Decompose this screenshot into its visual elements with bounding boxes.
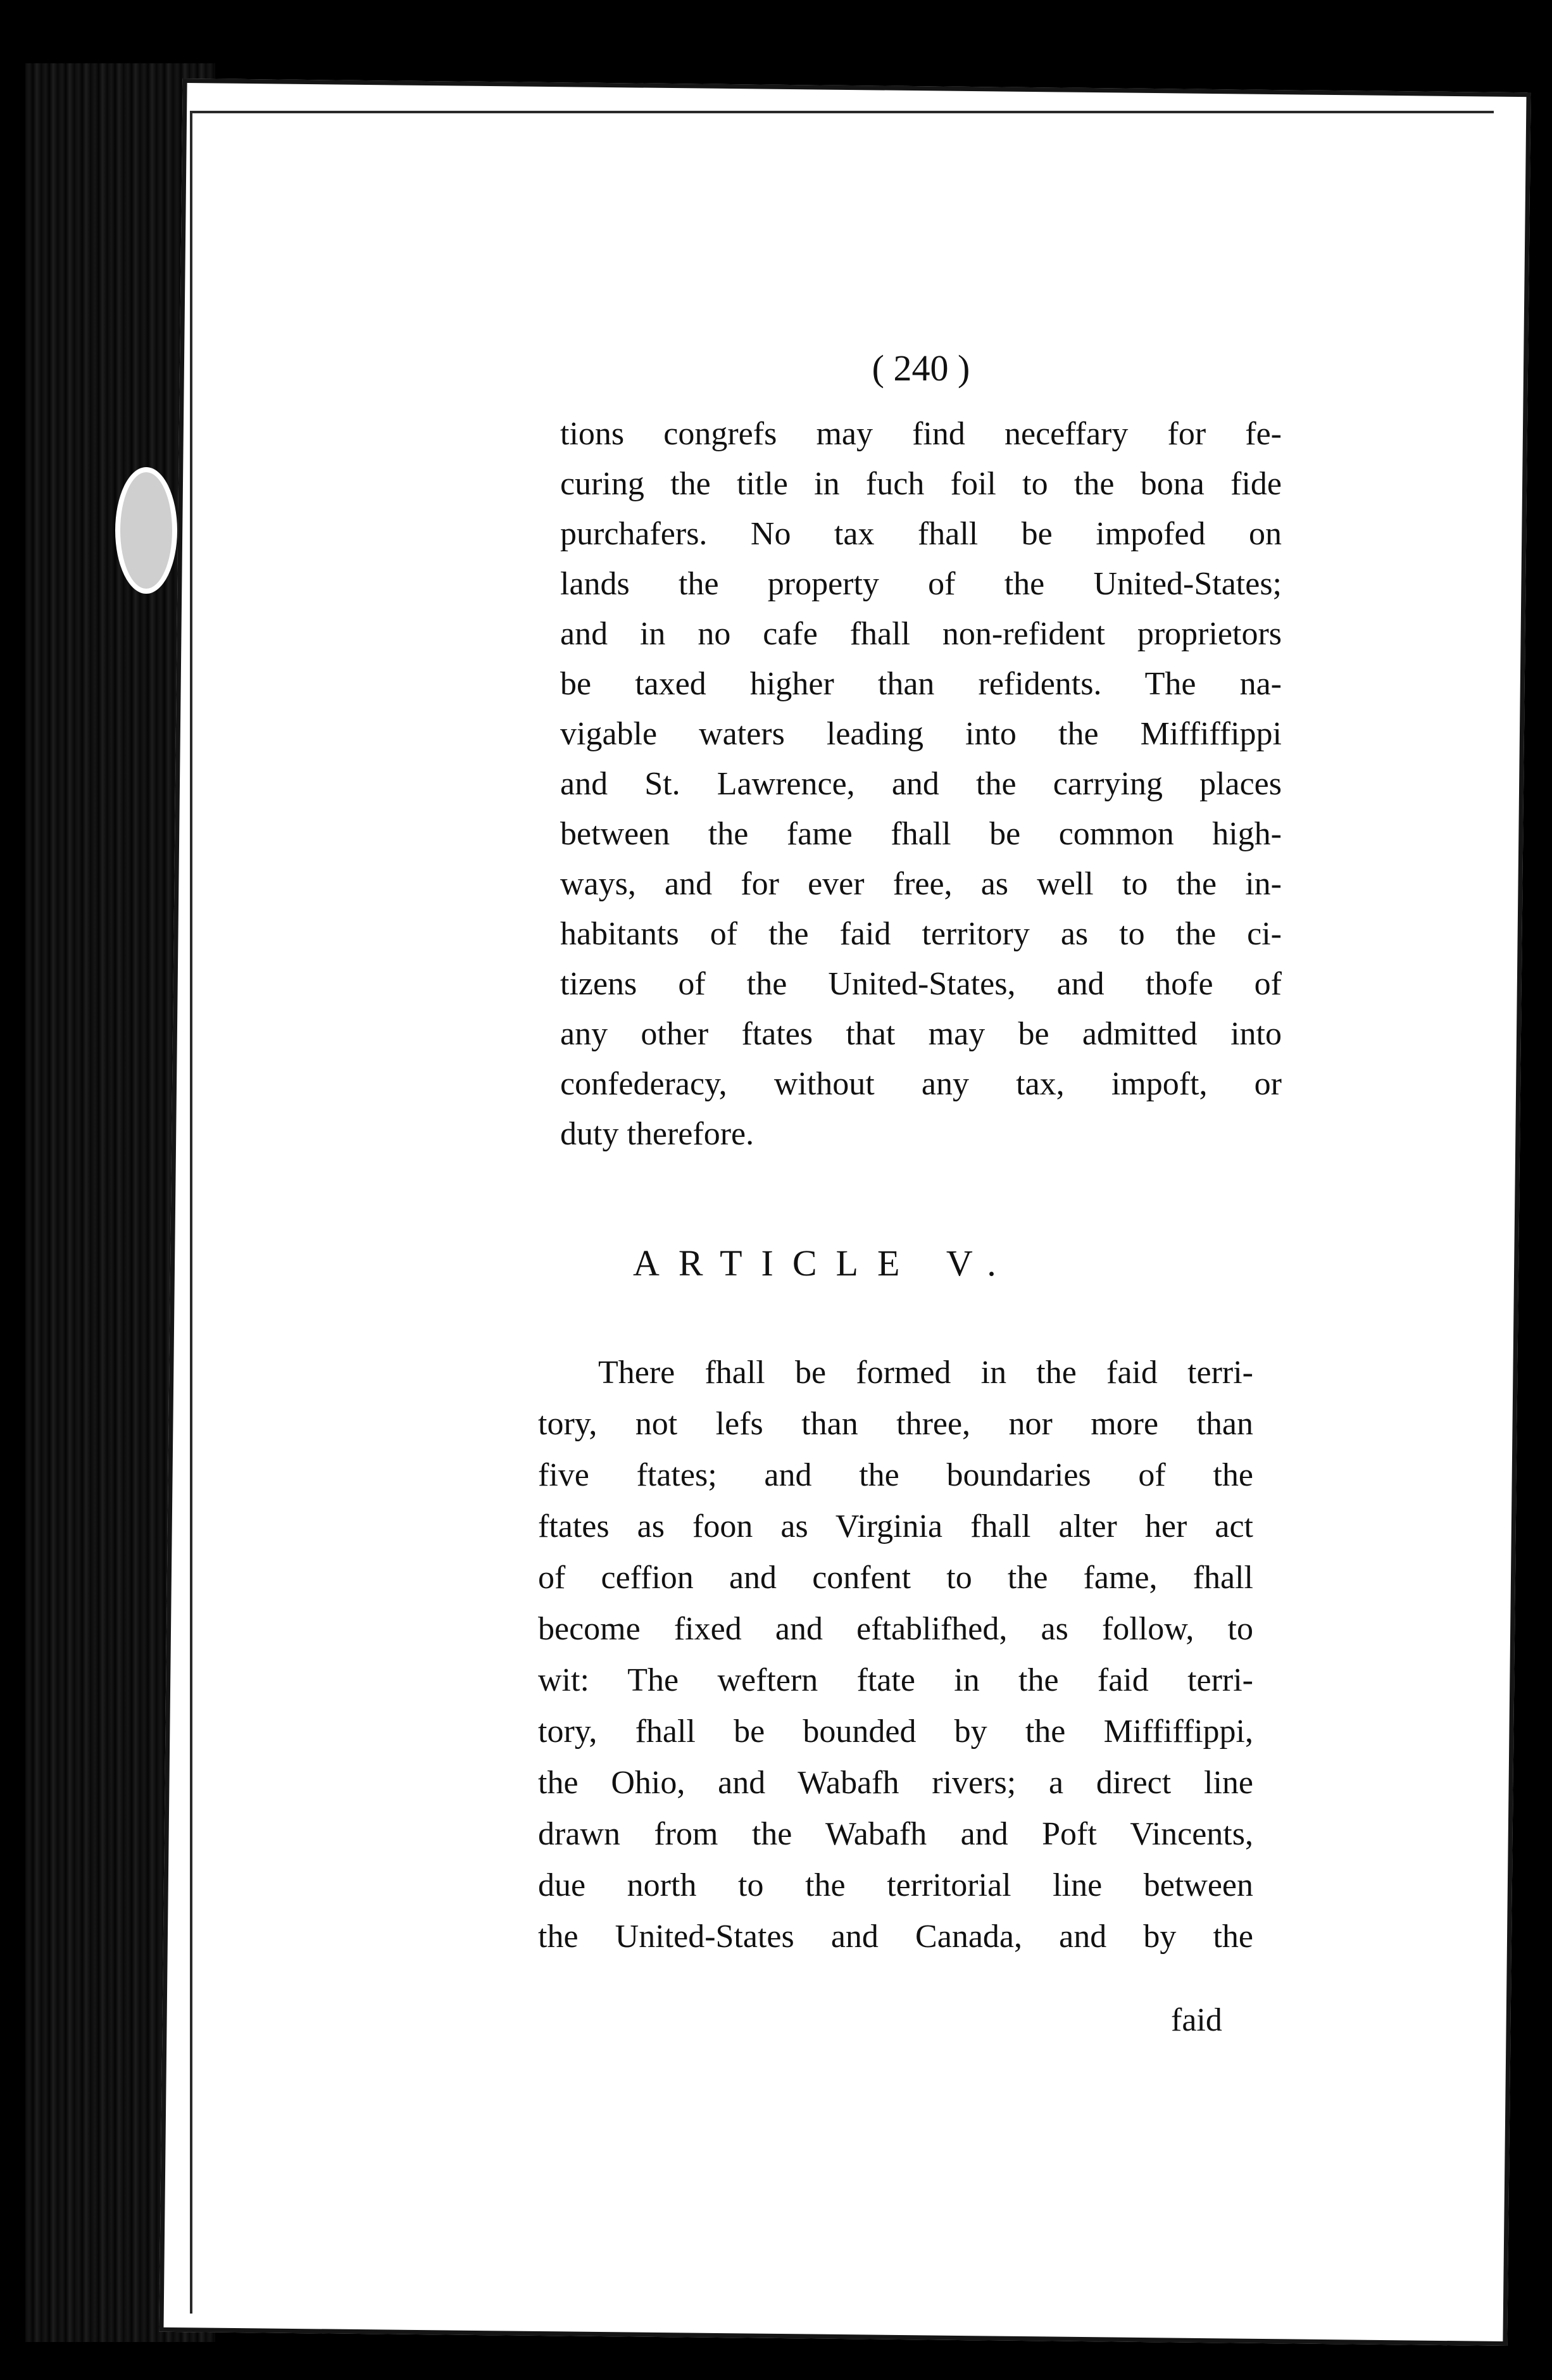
text-line: of ceffion and confent to the fame, fhall bbox=[538, 1560, 1253, 1596]
page-number: ( 240 ) bbox=[872, 348, 970, 389]
text-line: duty therefore. bbox=[560, 1116, 754, 1152]
text-line: confederacy, without any tax, impoft, or bbox=[560, 1066, 1282, 1102]
text-line: wit: The weftern ftate in the faid terri- bbox=[538, 1662, 1253, 1698]
text-line: the Ohio, and Wabafh rivers; a direct line bbox=[538, 1765, 1253, 1801]
text-line: tory, fhall be bounded by the Miffiffippi, bbox=[538, 1713, 1253, 1750]
text-line: and St. Lawrence, and the carrying places bbox=[560, 766, 1282, 802]
text-line: lands the property of the United-States; bbox=[560, 566, 1282, 602]
text-line: ftates as foon as Virginia fhall alter her act bbox=[538, 1508, 1253, 1544]
text-line: tory, not lefs than three, nor more than bbox=[538, 1406, 1253, 1442]
text-line: curing the title in fuch foil to the bona fide bbox=[560, 466, 1282, 502]
paragraph-1 bbox=[560, 409, 1282, 1159]
paper-hole-mark bbox=[115, 467, 177, 594]
text-line: due north to the territorial line between bbox=[538, 1867, 1253, 1903]
text-line: between the fame fhall be common high- bbox=[560, 816, 1282, 852]
text-line: become fixed and eftablifhed, as follow, to bbox=[538, 1611, 1253, 1647]
text-line: vigable waters leading into the Miffiffippi bbox=[560, 716, 1282, 752]
catchword: faid bbox=[1171, 2002, 1222, 2038]
text-line: five ftates; and the boundaries of the bbox=[538, 1457, 1253, 1493]
text-line: habitants of the faid territory as to the ci- bbox=[560, 916, 1282, 952]
paragraph-2 bbox=[538, 1347, 1253, 1962]
article-heading: ARTICLE V. bbox=[633, 1243, 1015, 1284]
text-line: There fhall be formed in the faid terri- bbox=[598, 1355, 1253, 1391]
text-line: be taxed higher than refidents. The na- bbox=[560, 666, 1282, 702]
text-line: the United-States and Canada, and by the bbox=[538, 1919, 1253, 1955]
text-line: tizens of the United-States, and thofe of bbox=[560, 966, 1282, 1002]
text-line: and in no cafe fhall non-refident proprietors bbox=[560, 616, 1282, 652]
text-line: tions congrefs may find neceffary for fe- bbox=[560, 416, 1282, 452]
text-line: drawn from the Wabafh and Poft Vincents, bbox=[538, 1816, 1253, 1852]
text-line: purchafers. No tax fhall be impofed on bbox=[560, 516, 1282, 552]
text-line: any other ftates that may be admitted into bbox=[560, 1016, 1282, 1052]
text-line: ways, and for ever free, as well to the in- bbox=[560, 866, 1282, 902]
